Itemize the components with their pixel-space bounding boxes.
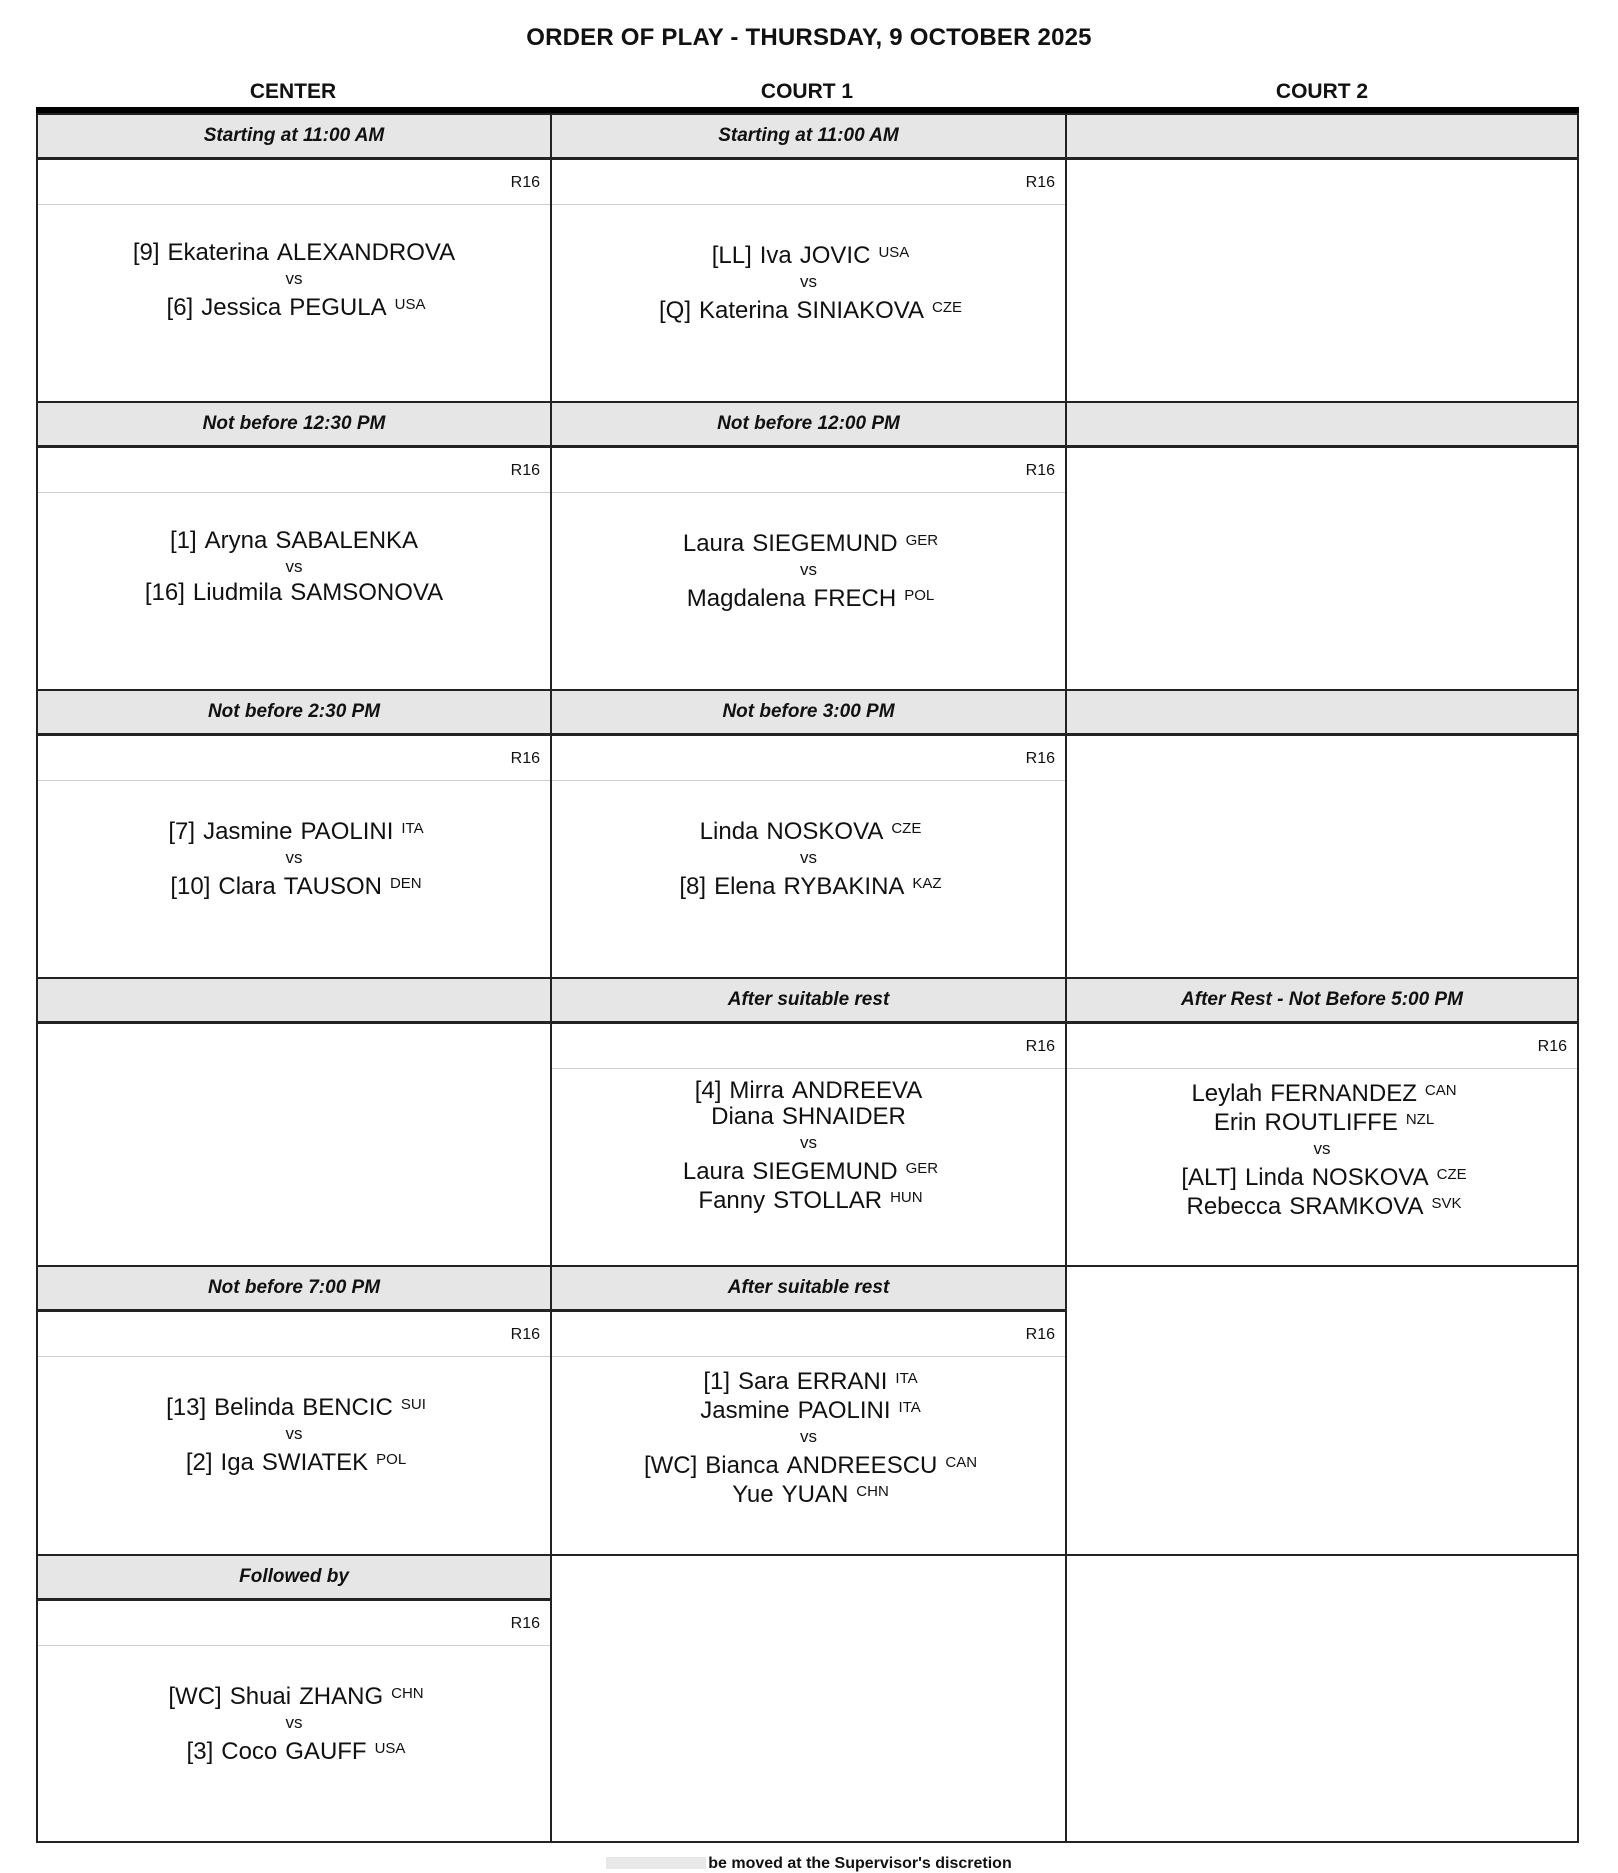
player-first-name: Shuai	[229, 1683, 292, 1710]
player-seed: [7]	[168, 818, 196, 845]
time-header: After Rest - Not Before 5:00 PM	[1067, 979, 1577, 1024]
player-line	[552, 816, 1065, 845]
court-headers	[36, 80, 1579, 106]
player-line	[38, 1736, 550, 1765]
round-label: R16	[510, 750, 540, 767]
player-line	[552, 1395, 1065, 1424]
player-line	[38, 1681, 550, 1710]
round-divider	[38, 492, 550, 493]
round-label: R16	[510, 462, 540, 479]
time-header	[38, 979, 550, 1024]
round-divider	[38, 204, 550, 205]
player-line	[38, 240, 550, 266]
match-block	[1065, 113, 1579, 403]
time-header	[1067, 403, 1577, 448]
page-title: ORDER OF PLAY - THURSDAY, 9 OCTOBER 2025	[526, 24, 1092, 51]
player-seed: [Q]	[659, 297, 692, 324]
player-line	[552, 1104, 1065, 1130]
player-nationality: ITA	[895, 1370, 918, 1387]
player-first-name: Elena	[714, 873, 776, 900]
player-line	[552, 240, 1065, 269]
match-block	[550, 689, 1067, 979]
player-nationality: USA	[878, 244, 910, 261]
vs-label: vs	[800, 272, 817, 291]
player-seed: [WC]	[168, 1683, 222, 1710]
vs-label: vs	[800, 1427, 817, 1446]
player-last-name: SRAMKOVA	[1289, 1193, 1424, 1220]
match-block	[36, 689, 552, 979]
singles-match	[38, 1392, 550, 1476]
round-label: R16	[1025, 750, 1055, 767]
player-nationality: ITA	[898, 1399, 921, 1416]
round-divider	[552, 1068, 1065, 1069]
player-first-name: Leylah	[1191, 1080, 1263, 1107]
player-last-name: SWIATEK	[261, 1449, 369, 1476]
match-block	[550, 401, 1067, 691]
player-nationality: CHN	[856, 1483, 889, 1500]
vs-label: vs	[285, 557, 303, 576]
match-block	[1065, 977, 1579, 1267]
empty-slot	[1065, 1265, 1579, 1556]
player-first-name: Diana	[711, 1103, 774, 1130]
player-nationality: GER	[905, 532, 939, 549]
match-block	[36, 1554, 552, 1843]
player-seed: [8]	[679, 873, 707, 900]
round-label: R16	[1537, 1038, 1567, 1055]
player-line	[38, 292, 550, 321]
player-first-name: Laura	[682, 1158, 745, 1185]
time-header: Not before 7:00 PM	[38, 1267, 550, 1312]
round-divider	[38, 1356, 550, 1357]
redacted-text	[606, 1857, 706, 1869]
match-block	[36, 977, 552, 1267]
player-first-name: Coco	[221, 1738, 278, 1765]
player-nationality: USA	[394, 296, 426, 313]
player-last-name: SIEGEMUND	[752, 1158, 898, 1185]
round-label: R16	[1025, 174, 1055, 191]
vs-label: vs	[285, 269, 303, 288]
player-first-name: Laura	[682, 530, 745, 557]
round-label: R16	[1025, 1038, 1055, 1055]
player-first-name: Linda	[699, 818, 759, 845]
player-last-name: PAOLINI	[797, 1397, 891, 1424]
time-header: Not before 12:30 PM	[38, 403, 550, 448]
player-line	[38, 871, 550, 900]
round-divider	[38, 1645, 550, 1646]
player-seed: [10]	[170, 873, 211, 900]
player-nationality: USA	[374, 1740, 406, 1757]
player-nationality: SVK	[1431, 1195, 1462, 1212]
player-line	[1067, 1191, 1577, 1220]
time-header: After suitable rest	[552, 1267, 1065, 1312]
player-first-name: Bianca	[705, 1452, 779, 1479]
round-divider	[552, 1356, 1065, 1357]
player-line	[552, 528, 1065, 557]
player-last-name: ROUTLIFFE	[1264, 1109, 1398, 1136]
round-label: R16	[510, 1615, 540, 1632]
player-last-name: ANDREESCU	[786, 1452, 938, 1479]
round-divider	[552, 780, 1065, 781]
player-line	[552, 1078, 1065, 1104]
player-first-name: Iga	[220, 1449, 254, 1476]
player-last-name: STOLLAR	[773, 1187, 883, 1214]
player-line	[552, 1185, 1065, 1214]
player-first-name: Jasmine	[203, 818, 293, 845]
round-label: R16	[510, 174, 540, 191]
time-header: Not before 3:00 PM	[552, 691, 1065, 736]
player-seed: [6]	[166, 294, 194, 321]
court-header-center: CENTER	[249, 80, 337, 103]
player-line	[38, 816, 550, 845]
player-nationality: POL	[376, 1451, 407, 1468]
player-last-name: PAOLINI	[300, 818, 394, 845]
player-line	[552, 1366, 1065, 1395]
doubles-match	[1067, 1078, 1577, 1220]
player-first-name: Yue	[732, 1481, 774, 1508]
player-nationality: HUN	[890, 1189, 923, 1206]
player-last-name: SIEGEMUND	[752, 530, 898, 557]
match-block	[1065, 689, 1579, 979]
player-first-name: Liudmila	[192, 579, 283, 606]
doubles-match	[552, 1366, 1065, 1508]
match-block	[1065, 401, 1579, 691]
match-block	[36, 113, 552, 403]
time-header	[1067, 115, 1577, 160]
round-label: R16	[1025, 462, 1055, 479]
player-seed: [2]	[185, 1449, 213, 1476]
empty-slot	[550, 1554, 1067, 1843]
player-last-name: SHNAIDER	[781, 1103, 906, 1130]
footer-note	[0, 1855, 1618, 1873]
player-last-name: NOSKOVA	[1311, 1164, 1429, 1191]
player-seed: [16]	[144, 579, 185, 606]
player-line	[1067, 1107, 1577, 1136]
time-header: Starting at 11:00 AM	[38, 115, 550, 160]
player-first-name: Rebecca	[1186, 1193, 1282, 1220]
player-seed: [1]	[169, 527, 197, 554]
player-nationality: POL	[904, 587, 935, 604]
singles-match	[552, 816, 1065, 900]
player-line	[552, 871, 1065, 900]
player-first-name: Erin	[1213, 1109, 1257, 1136]
player-seed: [4]	[694, 1077, 722, 1104]
player-first-name: Iva	[759, 242, 792, 269]
player-last-name: NOSKOVA	[766, 818, 884, 845]
vs-label: vs	[285, 1424, 303, 1443]
player-line	[38, 580, 550, 606]
time-header: Not before 2:30 PM	[38, 691, 550, 736]
player-line	[552, 1450, 1065, 1479]
player-line	[38, 1392, 550, 1421]
player-nationality: DEN	[389, 875, 422, 892]
empty-slot	[1065, 1554, 1579, 1843]
player-seed: [LL]	[711, 242, 752, 269]
court-header-court-1: COURT 1	[760, 80, 854, 103]
player-first-name: Clara	[218, 873, 276, 900]
vs-label: vs	[285, 1713, 303, 1732]
player-last-name: GAUFF	[285, 1738, 367, 1765]
player-seed: [13]	[166, 1394, 207, 1421]
player-last-name: ERRANI	[796, 1368, 888, 1395]
round-label: R16	[510, 1326, 540, 1343]
player-seed: [WC]	[643, 1452, 698, 1479]
player-nationality: ITA	[401, 820, 424, 837]
vs-label: vs	[800, 848, 817, 867]
vs-label: vs	[1313, 1139, 1331, 1158]
singles-match	[38, 240, 550, 321]
player-first-name: Mirra	[729, 1077, 785, 1104]
time-header: Not before 12:00 PM	[552, 403, 1065, 448]
player-first-name: Fanny	[698, 1187, 766, 1214]
match-block	[36, 1265, 552, 1556]
player-first-name: Belinda	[214, 1394, 295, 1421]
singles-match	[38, 1681, 550, 1765]
player-nationality: GER	[905, 1160, 939, 1177]
time-header: Starting at 11:00 AM	[552, 115, 1065, 160]
round-divider	[1067, 1068, 1577, 1069]
time-header: Followed by	[38, 1556, 550, 1601]
order-of-play-grid	[36, 113, 1579, 1843]
match-block	[550, 113, 1067, 403]
player-seed: [9]	[132, 239, 160, 266]
player-nationality: KAZ	[912, 875, 942, 892]
player-last-name: FRECH	[813, 585, 897, 612]
player-first-name: Jessica	[201, 294, 282, 321]
player-last-name: ANDREEVA	[792, 1077, 923, 1104]
player-first-name: Aryna	[204, 527, 268, 554]
player-nationality: CZE	[932, 299, 962, 316]
player-last-name: SABALENKA	[275, 527, 419, 554]
player-line	[552, 1156, 1065, 1185]
player-last-name: SINIAKOVA	[796, 297, 924, 324]
player-first-name: Linda	[1244, 1164, 1304, 1191]
player-last-name: JOVIC	[799, 242, 871, 269]
player-last-name: TAUSON	[283, 873, 382, 900]
player-nationality: CZE	[891, 820, 922, 837]
player-line	[38, 1447, 550, 1476]
player-last-name: PEGULA	[289, 294, 387, 321]
player-seed: [ALT]	[1181, 1164, 1237, 1191]
vs-label: vs	[285, 848, 303, 867]
match-block	[550, 1265, 1067, 1556]
player-last-name: ALEXANDROVA	[276, 239, 456, 266]
round-divider	[552, 204, 1065, 205]
player-line	[1067, 1162, 1577, 1191]
match-block	[36, 401, 552, 691]
player-last-name: ZHANG	[299, 1683, 384, 1710]
footer-text: be moved at the Supervisor's discretion	[708, 1855, 1012, 1872]
player-nationality: CZE	[1436, 1166, 1467, 1183]
singles-match	[38, 528, 550, 606]
round-divider	[38, 780, 550, 781]
round-label: R16	[1025, 1326, 1055, 1343]
player-last-name: RYBAKINA	[783, 873, 905, 900]
time-header: After suitable rest	[552, 979, 1065, 1024]
player-line	[552, 295, 1065, 324]
player-seed: [3]	[186, 1738, 214, 1765]
vs-label: vs	[800, 560, 817, 579]
player-first-name: Katerina	[699, 297, 789, 324]
player-line	[552, 1479, 1065, 1508]
match-block	[550, 977, 1067, 1267]
player-nationality: CHN	[391, 1685, 424, 1702]
player-seed: [1]	[703, 1368, 731, 1395]
doubles-match	[552, 1078, 1065, 1214]
singles-match	[38, 816, 550, 900]
singles-match	[552, 240, 1065, 324]
player-line	[552, 583, 1065, 612]
player-first-name: Jasmine	[700, 1397, 790, 1424]
player-nationality: CAN	[945, 1454, 978, 1471]
player-line	[38, 528, 550, 554]
player-last-name: BENCIC	[302, 1394, 393, 1421]
player-last-name: SAMSONOVA	[290, 579, 444, 606]
player-nationality: CAN	[1424, 1082, 1457, 1099]
court-header-court-2: COURT 2	[1275, 80, 1369, 103]
player-nationality: SUI	[400, 1396, 426, 1413]
player-first-name: Ekaterina	[167, 239, 269, 266]
time-header	[1067, 691, 1577, 736]
round-divider	[552, 492, 1065, 493]
singles-match	[552, 528, 1065, 612]
player-line	[1067, 1078, 1577, 1107]
player-first-name: Sara	[738, 1368, 789, 1395]
vs-label: vs	[800, 1133, 817, 1152]
player-last-name: YUAN	[781, 1481, 849, 1508]
player-last-name: FERNANDEZ	[1270, 1080, 1417, 1107]
player-nationality: NZL	[1405, 1111, 1435, 1128]
player-first-name: Magdalena	[686, 585, 806, 612]
